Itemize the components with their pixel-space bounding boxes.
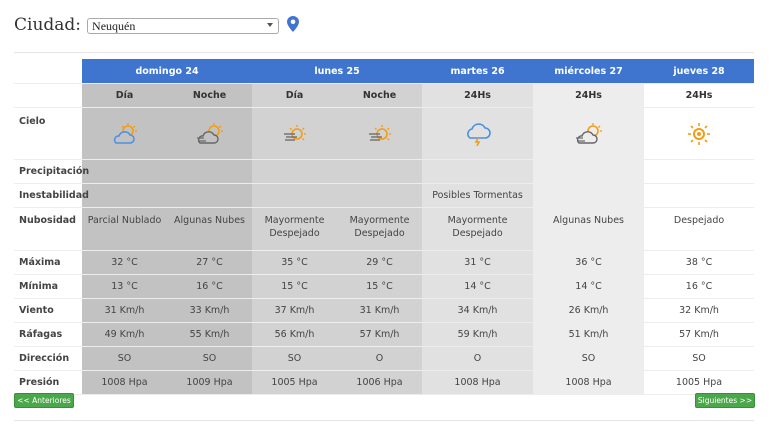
pressure-value: 1008 Hpa: [533, 371, 644, 395]
divider: [14, 52, 754, 53]
period-row: [14, 84, 754, 108]
sky-row: [14, 108, 754, 160]
wind-value: 26 Km/h: [533, 299, 644, 323]
location-pin-icon[interactable]: [287, 16, 299, 32]
direction-value: SO: [82, 347, 167, 371]
direction-value: SO: [252, 347, 337, 371]
partly-cloudy-day-icon: [82, 108, 167, 160]
period-label: 24Hs: [644, 84, 754, 108]
partly-cloudy-night-icon: [167, 108, 252, 160]
cloudy-wind-icon: [533, 108, 644, 160]
wind-value: 32 Km/h: [644, 299, 754, 323]
period-label: Noche: [337, 84, 422, 108]
row-label: Máxima: [14, 251, 82, 275]
day-header: miércoles 27: [533, 59, 644, 84]
max-temp-row: [14, 251, 754, 275]
day-header: jueves 28: [644, 59, 754, 84]
min-temp-value: 14 °C: [422, 275, 533, 299]
row-label: Dirección: [14, 347, 82, 371]
row-label: Nubosidad: [14, 208, 82, 251]
day-header-row: [14, 59, 754, 84]
period-label: 24Hs: [422, 84, 533, 108]
min-temp-row: [14, 275, 754, 299]
forecast-table: [14, 59, 754, 395]
row-label: Ráfagas: [14, 323, 82, 347]
pressure-value: 1008 Hpa: [422, 371, 533, 395]
wind-value: 34 Km/h: [422, 299, 533, 323]
cloudiness-value: Mayormente Despejado: [337, 208, 422, 251]
pressure-value: 1009 Hpa: [167, 371, 252, 395]
storm-cloud-icon: [422, 108, 533, 160]
direction-value: O: [422, 347, 533, 371]
pressure-value: 1005 Hpa: [644, 371, 754, 395]
cloudiness-row: [14, 208, 754, 251]
max-temp-value: 29 °C: [337, 251, 422, 275]
period-label: 24Hs: [533, 84, 644, 108]
gusts-value: 49 Km/h: [82, 323, 167, 347]
pressure-row: [14, 371, 754, 395]
city-label: Ciudad:: [14, 15, 82, 35]
wind-value: 33 Km/h: [167, 299, 252, 323]
direction-value: SO: [167, 347, 252, 371]
min-temp-value: 15 °C: [252, 275, 337, 299]
pressure-value: 1008 Hpa: [82, 371, 167, 395]
row-label: Precipitación: [14, 160, 82, 184]
city-selector-row: [14, 12, 299, 38]
chevron-down-icon: [267, 23, 273, 27]
period-label: Noche: [167, 84, 252, 108]
gusts-value: 51 Km/h: [533, 323, 644, 347]
period-label: Día: [82, 84, 167, 108]
previous-button[interactable]: << Anteriores: [14, 393, 74, 408]
row-label: Presión: [14, 371, 82, 395]
min-temp-value: 16 °C: [644, 275, 754, 299]
cloudiness-value: Algunas Nubes: [167, 208, 252, 251]
row-label: Viento: [14, 299, 82, 323]
cloudiness-value: Despejado: [644, 208, 754, 251]
max-temp-value: 35 °C: [252, 251, 337, 275]
wind-value: 31 Km/h: [337, 299, 422, 323]
min-temp-value: 15 °C: [337, 275, 422, 299]
gusts-value: 57 Km/h: [337, 323, 422, 347]
next-button[interactable]: Siguientes >>: [695, 393, 755, 408]
instability-row: [14, 184, 754, 208]
sun-wind-icon: [337, 108, 422, 160]
wind-row: [14, 299, 754, 323]
day-header: domingo 24: [82, 59, 252, 84]
row-label: Inestabilidad: [14, 184, 82, 208]
wind-value: 31 Km/h: [82, 299, 167, 323]
wind-value: 37 Km/h: [252, 299, 337, 323]
pressure-value: 1006 Hpa: [337, 371, 422, 395]
gusts-value: 55 Km/h: [167, 323, 252, 347]
city-select[interactable]: [87, 18, 279, 34]
city-select-value: Neuquén: [92, 18, 136, 33]
min-temp-value: 13 °C: [82, 275, 167, 299]
cloudiness-value: Algunas Nubes: [533, 208, 644, 251]
max-temp-value: 36 °C: [533, 251, 644, 275]
direction-value: SO: [644, 347, 754, 371]
direction-row: [14, 347, 754, 371]
day-header: lunes 25: [252, 59, 422, 84]
min-temp-value: 16 °C: [167, 275, 252, 299]
row-label: Mínima: [14, 275, 82, 299]
day-header: martes 26: [422, 59, 533, 84]
sun-wind-icon: [252, 108, 337, 160]
max-temp-value: 27 °C: [167, 251, 252, 275]
pressure-value: 1005 Hpa: [252, 371, 337, 395]
direction-value: O: [337, 347, 422, 371]
divider: [14, 420, 754, 421]
cloudiness-value: Mayormente Despejado: [422, 208, 533, 251]
direction-value: SO: [533, 347, 644, 371]
max-temp-value: 38 °C: [644, 251, 754, 275]
precip-row: [14, 160, 754, 184]
max-temp-value: 32 °C: [82, 251, 167, 275]
sun-icon: [644, 108, 754, 160]
period-label: Día: [252, 84, 337, 108]
cloudiness-value: Mayormente Despejado: [252, 208, 337, 251]
gusts-value: 57 Km/h: [644, 323, 754, 347]
max-temp-value: 31 °C: [422, 251, 533, 275]
gusts-value: 59 Km/h: [422, 323, 533, 347]
gusts-value: 56 Km/h: [252, 323, 337, 347]
gusts-row: [14, 323, 754, 347]
cloudiness-value: Parcial Nublado: [82, 208, 167, 251]
min-temp-value: 14 °C: [533, 275, 644, 299]
instability-value: Posibles Tormentas: [422, 184, 533, 208]
row-label: Cielo: [14, 108, 82, 160]
